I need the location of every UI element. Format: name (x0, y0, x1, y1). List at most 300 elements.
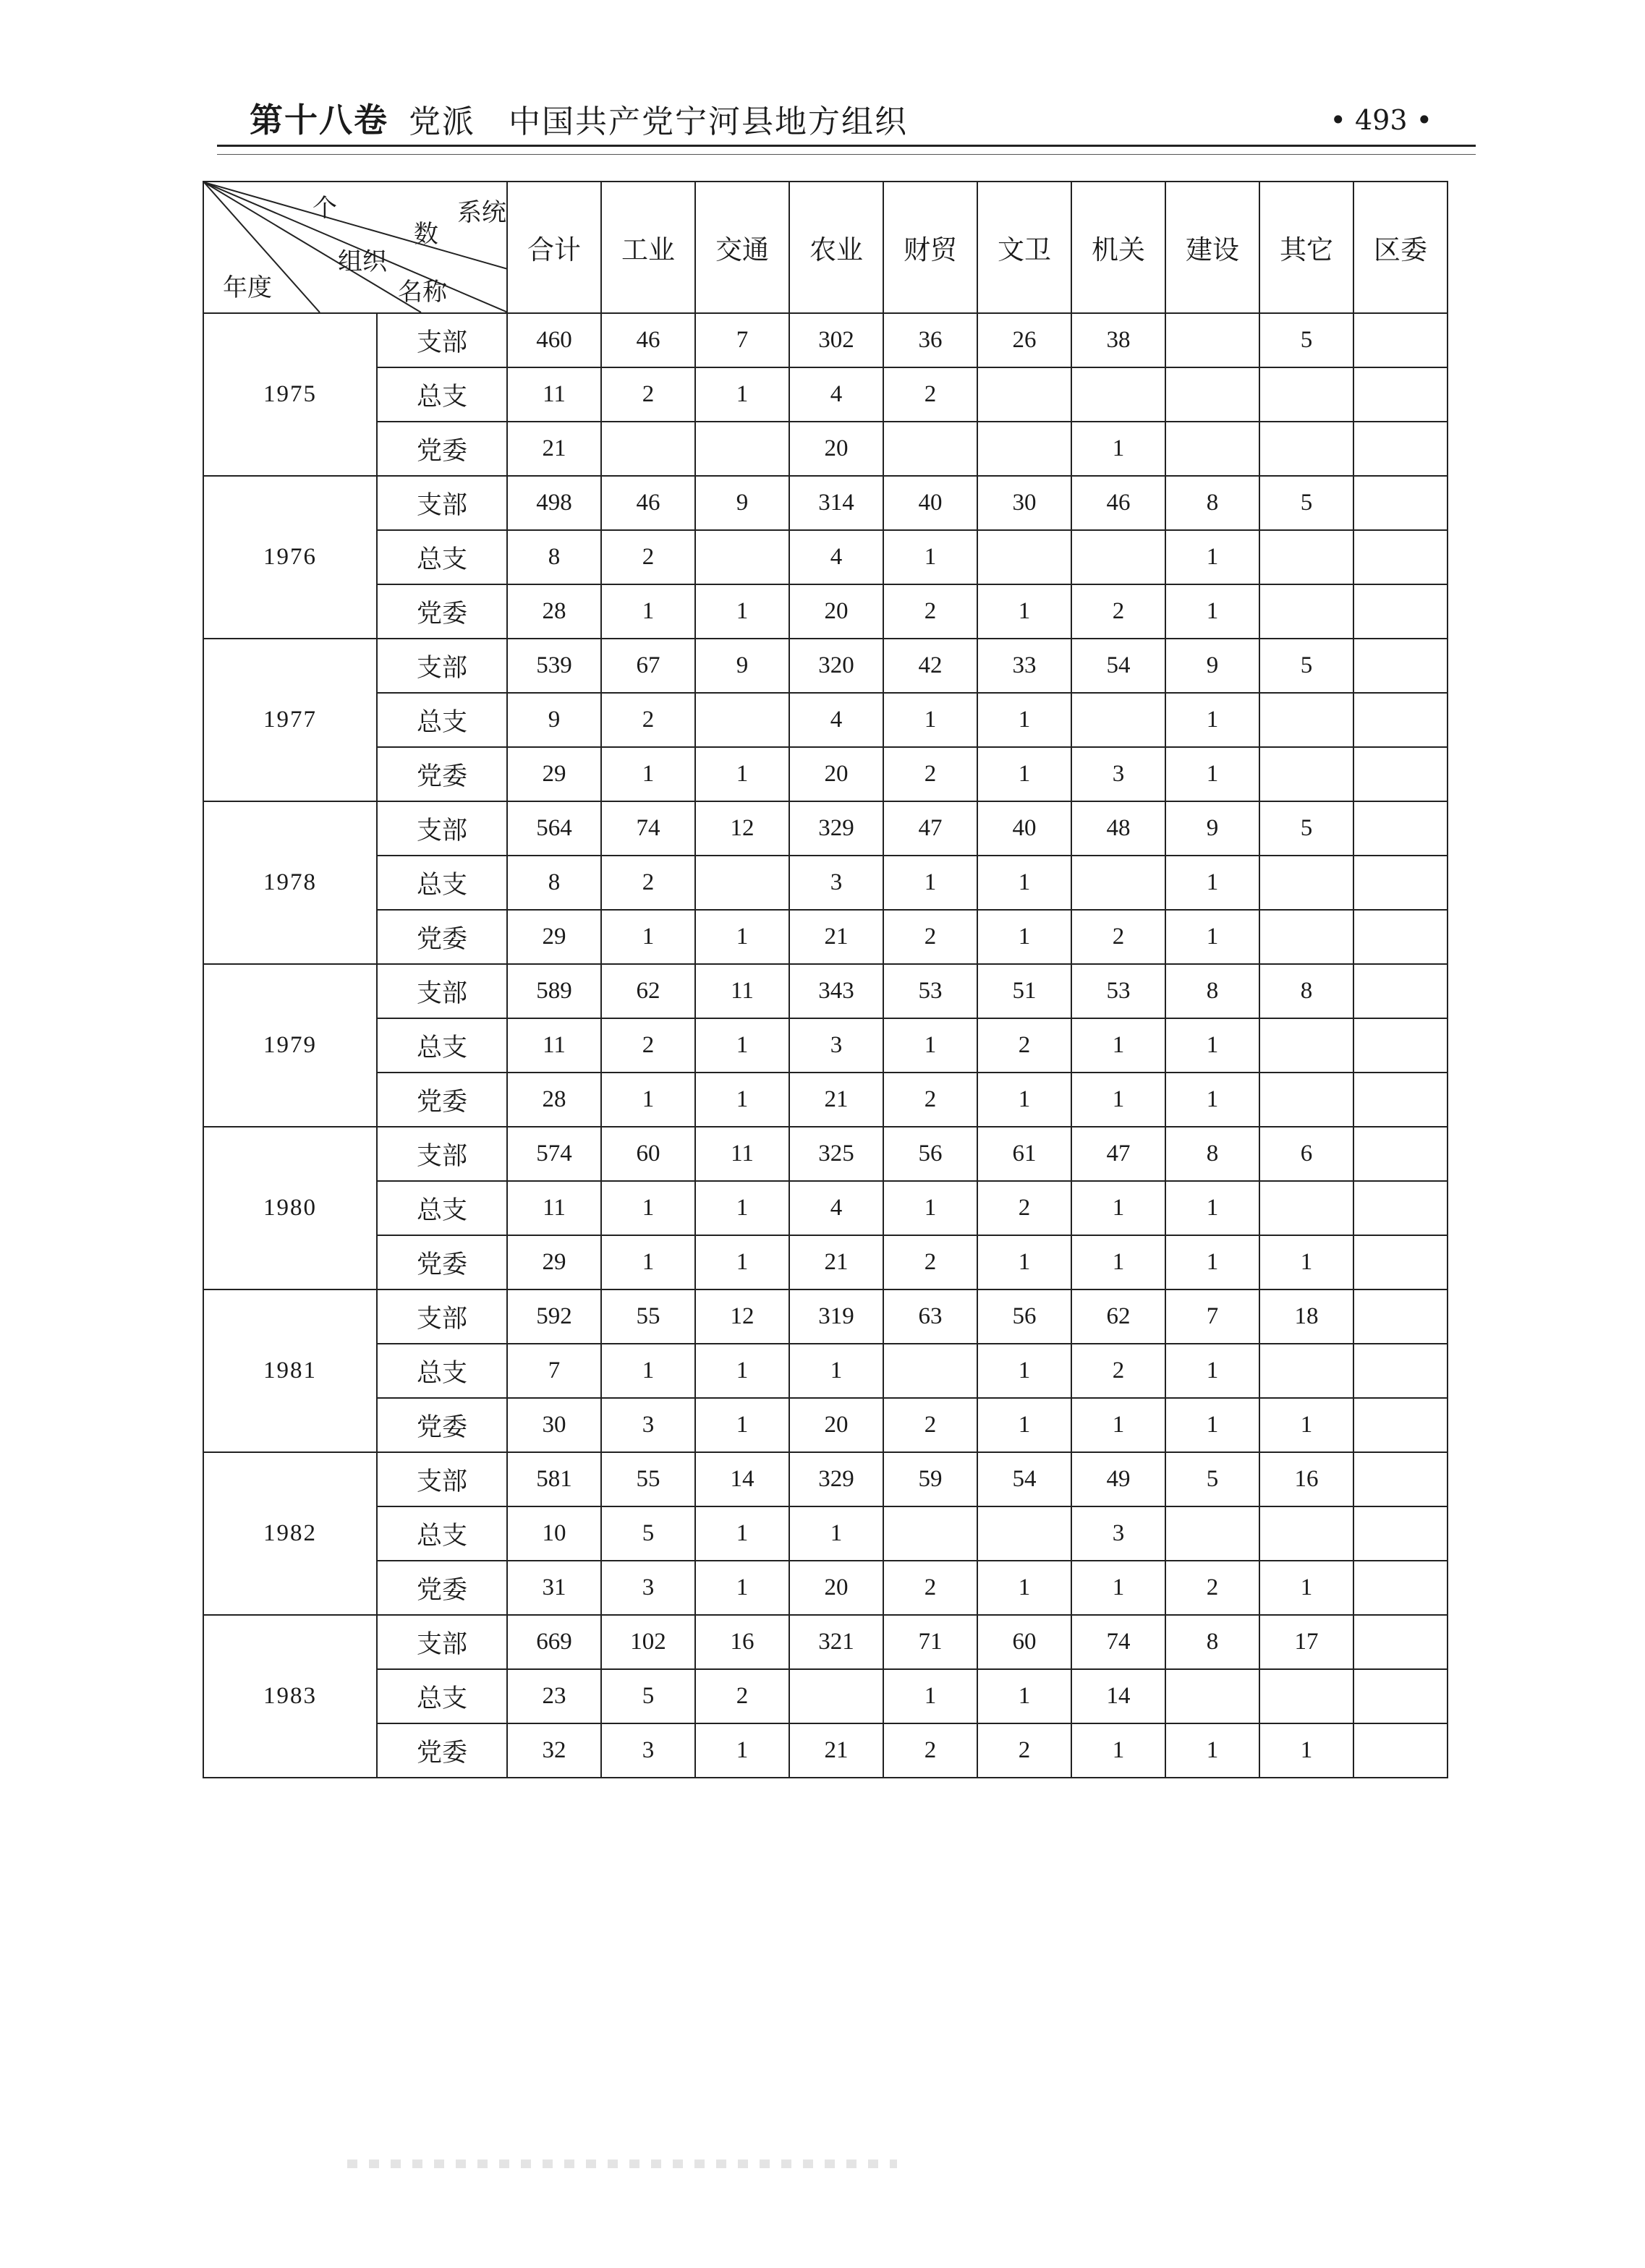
value-cell (1353, 639, 1448, 693)
org-type-cell: 党委 (377, 1235, 507, 1289)
value-cell: 62 (601, 964, 695, 1018)
value-cell: 1 (695, 1398, 789, 1452)
value-cell: 1 (977, 1669, 1071, 1723)
corner-label-zuzhi: 组织 (338, 247, 387, 276)
table-row (203, 367, 1448, 422)
value-cell (1353, 801, 1448, 856)
value-cell: 1 (1071, 1561, 1165, 1615)
table-row (203, 639, 1448, 693)
value-cell: 7 (695, 313, 789, 367)
value-cell: 46 (1071, 476, 1165, 530)
value-cell (1353, 1398, 1448, 1452)
value-cell: 1 (695, 1506, 789, 1561)
page-number: • 493 • (1330, 104, 1432, 136)
value-cell: 5 (1259, 313, 1353, 367)
org-type-cell: 总支 (377, 367, 507, 422)
value-cell: 21 (789, 1073, 883, 1127)
value-cell (1353, 964, 1448, 1018)
scan-artifact (347, 2160, 897, 2168)
value-cell (695, 530, 789, 584)
party-organization-table (203, 181, 1448, 1778)
value-cell: 21 (507, 422, 601, 476)
value-cell: 56 (883, 1127, 977, 1181)
org-type-cell: 支部 (377, 964, 507, 1018)
value-cell: 7 (1165, 1289, 1259, 1344)
value-cell (1071, 856, 1165, 910)
corner-label-shu: 数 (414, 220, 438, 249)
value-cell: 343 (789, 964, 883, 1018)
value-cell: 319 (789, 1289, 883, 1344)
org-type-cell: 党委 (377, 747, 507, 801)
section-title: 党派 中国共产党宁河县地方组织 (409, 103, 908, 140)
value-cell (1165, 367, 1259, 422)
corner-label-mingcheng: 名称 (398, 278, 447, 307)
corner-label-ge: 个 (313, 194, 337, 223)
value-cell: 2 (1071, 1344, 1165, 1398)
value-cell: 325 (789, 1127, 883, 1181)
value-cell: 5 (601, 1506, 695, 1561)
value-cell: 2 (883, 910, 977, 964)
value-cell: 1 (695, 1073, 789, 1127)
org-type-cell: 党委 (377, 1398, 507, 1452)
table-row (203, 1615, 1448, 1669)
org-type-cell: 总支 (377, 1506, 507, 1561)
table-row (203, 1561, 1448, 1615)
value-cell: 1 (1071, 1181, 1165, 1235)
value-cell: 5 (1259, 639, 1353, 693)
value-cell: 5 (1259, 476, 1353, 530)
org-type-cell: 党委 (377, 910, 507, 964)
value-cell: 20 (789, 747, 883, 801)
value-cell: 1 (1259, 1235, 1353, 1289)
value-cell: 9 (507, 693, 601, 747)
value-cell: 1 (1071, 1398, 1165, 1452)
value-cell (1353, 476, 1448, 530)
value-cell: 5 (1165, 1452, 1259, 1506)
year-cell: 1975 (203, 313, 377, 476)
value-cell (1353, 367, 1448, 422)
value-cell: 67 (601, 639, 695, 693)
value-cell (601, 422, 695, 476)
value-cell: 60 (601, 1127, 695, 1181)
value-cell: 1 (601, 1073, 695, 1127)
column-header: 农业 (789, 182, 883, 313)
value-cell: 11 (507, 367, 601, 422)
value-cell (1353, 693, 1448, 747)
corner-label-niandu: 年度 (223, 273, 272, 302)
value-cell: 29 (507, 1235, 601, 1289)
value-cell (1353, 1018, 1448, 1073)
org-type-cell: 总支 (377, 1181, 507, 1235)
value-cell: 1 (1165, 530, 1259, 584)
value-cell: 40 (883, 476, 977, 530)
value-cell: 2 (883, 367, 977, 422)
value-cell: 7 (507, 1344, 601, 1398)
value-cell: 56 (977, 1289, 1071, 1344)
value-cell: 33 (977, 639, 1071, 693)
value-cell: 8 (1259, 964, 1353, 1018)
value-cell: 1 (1165, 856, 1259, 910)
value-cell: 1 (1165, 1018, 1259, 1073)
value-cell (1353, 910, 1448, 964)
value-cell: 1 (1259, 1723, 1353, 1778)
table-row (203, 1723, 1448, 1778)
year-cell: 1983 (203, 1615, 377, 1778)
value-cell (977, 530, 1071, 584)
value-cell: 30 (507, 1398, 601, 1452)
value-cell: 314 (789, 476, 883, 530)
table-row (203, 1018, 1448, 1073)
value-cell: 1 (977, 584, 1071, 639)
value-cell: 49 (1071, 1452, 1165, 1506)
value-cell: 4 (789, 1181, 883, 1235)
value-cell (1259, 422, 1353, 476)
value-cell: 1 (1259, 1561, 1353, 1615)
value-cell: 2 (977, 1018, 1071, 1073)
table-row (203, 1289, 1448, 1344)
column-header: 交通 (695, 182, 789, 313)
value-cell: 53 (1071, 964, 1165, 1018)
value-cell: 40 (977, 801, 1071, 856)
value-cell (1353, 422, 1448, 476)
value-cell: 539 (507, 639, 601, 693)
value-cell: 60 (977, 1615, 1071, 1669)
value-cell: 20 (789, 584, 883, 639)
year-cell: 1980 (203, 1127, 377, 1289)
value-cell (883, 1344, 977, 1398)
column-header: 区委 (1353, 182, 1448, 313)
org-type-cell: 支部 (377, 476, 507, 530)
value-cell (1353, 584, 1448, 639)
value-cell: 21 (789, 1723, 883, 1778)
value-cell: 11 (507, 1181, 601, 1235)
value-cell: 20 (789, 1561, 883, 1615)
value-cell: 1 (977, 1344, 1071, 1398)
value-cell: 8 (507, 530, 601, 584)
value-cell: 2 (883, 1235, 977, 1289)
year-cell: 1981 (203, 1289, 377, 1452)
value-cell: 32 (507, 1723, 601, 1778)
table-row (203, 422, 1448, 476)
value-cell: 55 (601, 1452, 695, 1506)
value-cell: 9 (695, 476, 789, 530)
value-cell: 20 (789, 1398, 883, 1452)
value-cell (1353, 1669, 1448, 1723)
value-cell: 16 (695, 1615, 789, 1669)
value-cell: 2 (883, 1073, 977, 1127)
value-cell: 9 (695, 639, 789, 693)
value-cell: 669 (507, 1615, 601, 1669)
value-cell: 17 (1259, 1615, 1353, 1669)
value-cell (1259, 1181, 1353, 1235)
value-cell (1259, 1344, 1353, 1398)
table-row (203, 910, 1448, 964)
org-type-cell: 党委 (377, 584, 507, 639)
value-cell: 47 (1071, 1127, 1165, 1181)
table-row (203, 801, 1448, 856)
org-type-cell: 支部 (377, 801, 507, 856)
value-cell: 1 (1165, 747, 1259, 801)
value-cell: 2 (883, 747, 977, 801)
org-type-cell: 总支 (377, 530, 507, 584)
value-cell (977, 367, 1071, 422)
value-cell: 36 (883, 313, 977, 367)
value-cell: 1 (695, 367, 789, 422)
org-type-cell: 总支 (377, 1669, 507, 1723)
value-cell: 1 (977, 693, 1071, 747)
value-cell: 12 (695, 801, 789, 856)
volume-title: 第十八卷 (250, 101, 388, 140)
value-cell: 3 (601, 1398, 695, 1452)
value-cell: 47 (883, 801, 977, 856)
value-cell: 1 (1165, 1344, 1259, 1398)
table-row (203, 313, 1448, 367)
value-cell: 2 (883, 1723, 977, 1778)
value-cell: 2 (883, 584, 977, 639)
value-cell (1259, 1018, 1353, 1073)
value-cell: 55 (601, 1289, 695, 1344)
value-cell (1259, 1073, 1353, 1127)
value-cell: 1 (601, 1181, 695, 1235)
value-cell: 1 (883, 1669, 977, 1723)
table-row (203, 747, 1448, 801)
table-row (203, 856, 1448, 910)
value-cell: 28 (507, 584, 601, 639)
value-cell (1353, 1506, 1448, 1561)
value-cell: 71 (883, 1615, 977, 1669)
org-type-cell: 党委 (377, 1073, 507, 1127)
value-cell: 18 (1259, 1289, 1353, 1344)
value-cell: 8 (1165, 476, 1259, 530)
value-cell: 1 (695, 747, 789, 801)
value-cell: 11 (695, 964, 789, 1018)
value-cell: 74 (1071, 1615, 1165, 1669)
value-cell: 592 (507, 1289, 601, 1344)
column-header: 机关 (1071, 182, 1165, 313)
value-cell: 10 (507, 1506, 601, 1561)
value-cell: 8 (1165, 1127, 1259, 1181)
value-cell: 2 (601, 1018, 695, 1073)
org-type-cell: 总支 (377, 1344, 507, 1398)
value-cell: 498 (507, 476, 601, 530)
org-type-cell: 支部 (377, 639, 507, 693)
table-body (203, 313, 1448, 1778)
value-cell: 1 (883, 693, 977, 747)
value-cell: 1 (1165, 584, 1259, 639)
value-cell: 9 (1165, 801, 1259, 856)
value-cell: 1 (695, 1723, 789, 1778)
table-row (203, 1073, 1448, 1127)
table-row (203, 1506, 1448, 1561)
value-cell (1071, 693, 1165, 747)
value-cell (1259, 530, 1353, 584)
value-cell: 2 (601, 856, 695, 910)
value-cell: 21 (789, 1235, 883, 1289)
org-type-cell: 党委 (377, 1723, 507, 1778)
value-cell (1353, 856, 1448, 910)
value-cell (1353, 1723, 1448, 1778)
value-cell: 1 (977, 910, 1071, 964)
value-cell (1353, 1127, 1448, 1181)
value-cell (1259, 856, 1353, 910)
value-cell: 4 (789, 693, 883, 747)
value-cell (1353, 1561, 1448, 1615)
value-cell: 1 (695, 1561, 789, 1615)
table-row (203, 1181, 1448, 1235)
value-cell: 11 (695, 1127, 789, 1181)
value-cell: 1 (1165, 1181, 1259, 1235)
value-cell: 581 (507, 1452, 601, 1506)
value-cell: 1 (977, 1073, 1071, 1127)
value-cell (1353, 1289, 1448, 1344)
value-cell: 42 (883, 639, 977, 693)
column-header: 合计 (507, 182, 601, 313)
value-cell (1259, 693, 1353, 747)
value-cell: 3 (1071, 1506, 1165, 1561)
value-cell: 1 (1165, 1723, 1259, 1778)
value-cell: 53 (883, 964, 977, 1018)
value-cell: 1 (695, 584, 789, 639)
value-cell: 3 (1071, 747, 1165, 801)
value-cell: 589 (507, 964, 601, 1018)
value-cell: 1 (789, 1506, 883, 1561)
column-header: 建设 (1165, 182, 1259, 313)
value-cell: 2 (1165, 1561, 1259, 1615)
year-cell: 1982 (203, 1452, 377, 1615)
table-row (203, 1452, 1448, 1506)
value-cell: 1 (977, 1235, 1071, 1289)
value-cell: 3 (789, 856, 883, 910)
value-cell: 9 (1165, 639, 1259, 693)
table-row (203, 530, 1448, 584)
year-cell: 1977 (203, 639, 377, 801)
value-cell (789, 1669, 883, 1723)
value-cell: 31 (507, 1561, 601, 1615)
table-row (203, 1398, 1448, 1452)
column-header: 财贸 (883, 182, 977, 313)
value-cell: 5 (601, 1669, 695, 1723)
value-cell: 1 (601, 910, 695, 964)
table-header-row (203, 182, 1448, 313)
table-row (203, 1344, 1448, 1398)
value-cell (695, 856, 789, 910)
value-cell: 12 (695, 1289, 789, 1344)
value-cell: 1 (1165, 1073, 1259, 1127)
value-cell: 1 (1071, 1723, 1165, 1778)
value-cell: 2 (977, 1723, 1071, 1778)
value-cell (883, 422, 977, 476)
table-row (203, 1127, 1448, 1181)
value-cell: 8 (1165, 1615, 1259, 1669)
value-cell: 2 (883, 1561, 977, 1615)
value-cell: 1 (789, 1344, 883, 1398)
value-cell: 23 (507, 1669, 601, 1723)
running-head (217, 80, 1476, 147)
org-type-cell: 支部 (377, 1289, 507, 1344)
value-cell: 564 (507, 801, 601, 856)
value-cell: 320 (789, 639, 883, 693)
org-type-cell: 支部 (377, 313, 507, 367)
value-cell: 8 (507, 856, 601, 910)
value-cell: 1 (601, 747, 695, 801)
value-cell: 61 (977, 1127, 1071, 1181)
value-cell: 14 (1071, 1669, 1165, 1723)
value-cell (1353, 1235, 1448, 1289)
value-cell: 54 (977, 1452, 1071, 1506)
column-header: 工业 (601, 182, 695, 313)
value-cell: 5 (1259, 801, 1353, 856)
table-row (203, 693, 1448, 747)
value-cell: 1 (1165, 1235, 1259, 1289)
value-cell: 51 (977, 964, 1071, 1018)
value-cell: 1 (1165, 693, 1259, 747)
year-cell: 1979 (203, 964, 377, 1127)
value-cell (977, 422, 1071, 476)
value-cell: 46 (601, 313, 695, 367)
value-cell: 1 (977, 747, 1071, 801)
value-cell: 2 (601, 367, 695, 422)
value-cell: 1 (977, 1561, 1071, 1615)
value-cell (977, 1506, 1071, 1561)
value-cell: 46 (601, 476, 695, 530)
value-cell: 329 (789, 1452, 883, 1506)
header-rule (217, 154, 1476, 155)
value-cell: 38 (1071, 313, 1165, 367)
value-cell: 11 (507, 1018, 601, 1073)
value-cell: 1 (601, 584, 695, 639)
column-header: 文卫 (977, 182, 1071, 313)
table-row (203, 584, 1448, 639)
value-cell (1353, 747, 1448, 801)
value-cell: 26 (977, 313, 1071, 367)
column-header: 其它 (1259, 182, 1353, 313)
org-type-cell: 支部 (377, 1615, 507, 1669)
value-cell: 48 (1071, 801, 1165, 856)
diagonal-corner-header (203, 182, 507, 313)
value-cell (1353, 1344, 1448, 1398)
value-cell (1353, 1615, 1448, 1669)
value-cell: 59 (883, 1452, 977, 1506)
value-cell: 30 (977, 476, 1071, 530)
table-row (203, 476, 1448, 530)
value-cell: 1 (601, 1235, 695, 1289)
value-cell: 1 (695, 1018, 789, 1073)
value-cell: 460 (507, 313, 601, 367)
value-cell: 1 (695, 1235, 789, 1289)
value-cell (1165, 1506, 1259, 1561)
value-cell: 1 (695, 1181, 789, 1235)
value-cell (1259, 1506, 1353, 1561)
value-cell: 8 (1165, 964, 1259, 1018)
value-cell: 4 (789, 530, 883, 584)
value-cell: 321 (789, 1615, 883, 1669)
value-cell: 54 (1071, 639, 1165, 693)
value-cell: 14 (695, 1452, 789, 1506)
org-type-cell: 支部 (377, 1452, 507, 1506)
value-cell (1353, 313, 1448, 367)
corner-label-xitong: 系统 (457, 198, 506, 227)
table-row (203, 964, 1448, 1018)
value-cell: 1 (1071, 1018, 1165, 1073)
value-cell (695, 693, 789, 747)
value-cell: 29 (507, 910, 601, 964)
value-cell (1353, 1181, 1448, 1235)
value-cell: 1 (1071, 422, 1165, 476)
value-cell: 1 (1165, 910, 1259, 964)
value-cell (1353, 530, 1448, 584)
value-cell: 16 (1259, 1452, 1353, 1506)
value-cell (1259, 1669, 1353, 1723)
